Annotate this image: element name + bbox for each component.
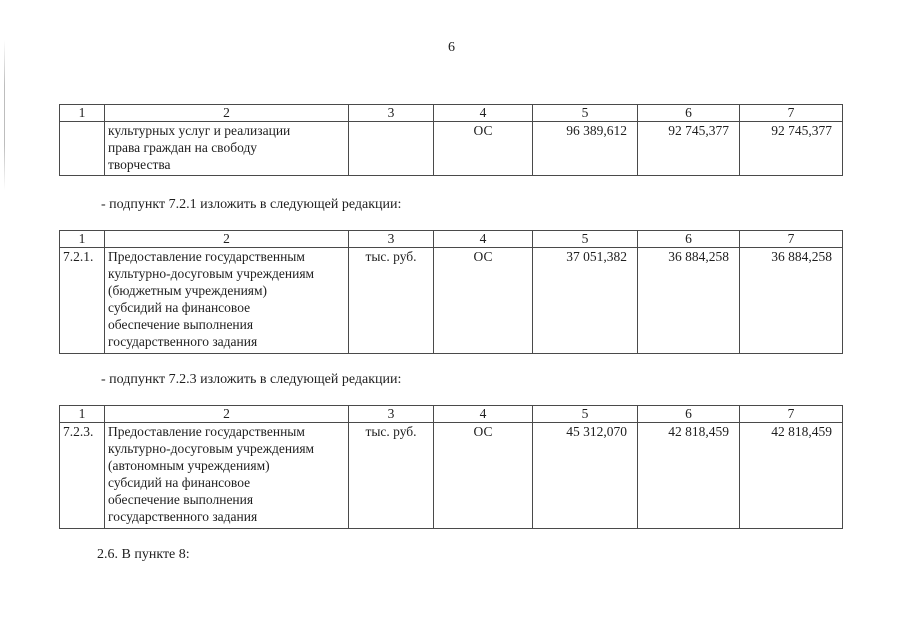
row-name-line: права граждан на свободу <box>108 140 258 155</box>
row-unit: тыс. руб. <box>349 248 434 354</box>
row-name-line: культурно-досуговым учреждениям <box>108 266 315 281</box>
row-value-7: 92 745,377 <box>740 122 843 176</box>
header-cell-4: 4 <box>434 231 533 248</box>
header-cell-5: 5 <box>533 231 638 248</box>
header-cell-5: 5 <box>533 406 638 423</box>
row-name-line: (бюджетным учреждениям) <box>108 283 268 298</box>
header-cell-6: 6 <box>638 105 740 122</box>
row-name-line: обеспечение выполнения <box>108 317 254 332</box>
row-source: ОС <box>434 122 533 176</box>
paragraph-7-2-1: - подпункт 7.2.1 изложить в следующей редакции: <box>101 197 402 212</box>
row-code <box>60 122 105 176</box>
row-value-5: 37 051,382 <box>533 248 638 354</box>
row-name-line: Предоставление государственным <box>108 424 305 439</box>
row-value-7: 36 884,258 <box>740 248 843 354</box>
table-header-row <box>60 406 843 423</box>
row-code: 7.2.3. <box>60 423 105 529</box>
table-row <box>60 248 843 354</box>
row-value-6: 42 818,459 <box>638 423 740 529</box>
header-cell-4: 4 <box>434 105 533 122</box>
row-source: ОС <box>434 423 533 529</box>
table-header-row <box>60 231 843 248</box>
row-name <box>105 423 349 529</box>
paragraph-2-6: 2.6. В пункте 8: <box>97 547 190 562</box>
row-name-line: творчества <box>108 157 171 172</box>
row-name-line: (автономным учреждениям) <box>108 458 270 473</box>
row-value-7: 42 818,459 <box>740 423 843 529</box>
row-name-line: культурно-досуговым учреждениям <box>108 441 315 456</box>
row-name-line: Предоставление государственным <box>108 249 305 264</box>
row-name-line: государственного задания <box>108 334 258 349</box>
header-cell-7: 7 <box>740 231 843 248</box>
page-number: 6 <box>448 40 455 55</box>
header-cell-4: 4 <box>434 406 533 423</box>
row-name <box>105 248 349 354</box>
table-continuation <box>59 104 843 176</box>
header-cell-1: 1 <box>60 105 105 122</box>
header-cell-3: 3 <box>349 231 434 248</box>
row-value-5: 45 312,070 <box>533 423 638 529</box>
scan-edge-line <box>4 40 5 190</box>
header-cell-2: 2 <box>105 231 349 248</box>
row-unit <box>349 122 434 176</box>
header-cell-6: 6 <box>638 406 740 423</box>
row-value-6: 36 884,258 <box>638 248 740 354</box>
row-name-line: обеспечение выполнения <box>108 492 254 507</box>
header-cell-1: 1 <box>60 231 105 248</box>
header-cell-6: 6 <box>638 231 740 248</box>
table-row <box>60 423 843 529</box>
row-name-line: субсидий на финансовое <box>108 300 251 315</box>
row-value-6: 92 745,377 <box>638 122 740 176</box>
row-unit: тыс. руб. <box>349 423 434 529</box>
header-cell-7: 7 <box>740 105 843 122</box>
header-cell-1: 1 <box>60 406 105 423</box>
row-source: ОС <box>434 248 533 354</box>
header-cell-7: 7 <box>740 406 843 423</box>
row-value-5: 96 389,612 <box>533 122 638 176</box>
row-name-line: субсидий на финансовое <box>108 475 251 490</box>
row-name-line: государственного задания <box>108 509 258 524</box>
header-cell-2: 2 <box>105 105 349 122</box>
header-cell-2: 2 <box>105 406 349 423</box>
row-code: 7.2.1. <box>60 248 105 354</box>
row-name-line: культурных услуг и реализации <box>108 123 291 138</box>
header-cell-3: 3 <box>349 105 434 122</box>
row-name <box>105 122 349 176</box>
header-cell-3: 3 <box>349 406 434 423</box>
header-cell-5: 5 <box>533 105 638 122</box>
table-7-2-3 <box>59 405 843 529</box>
table-row <box>60 122 843 176</box>
table-header-row <box>60 105 843 122</box>
paragraph-7-2-3: - подпункт 7.2.3 изложить в следующей редакции: <box>101 372 402 387</box>
table-7-2-1 <box>59 230 843 354</box>
